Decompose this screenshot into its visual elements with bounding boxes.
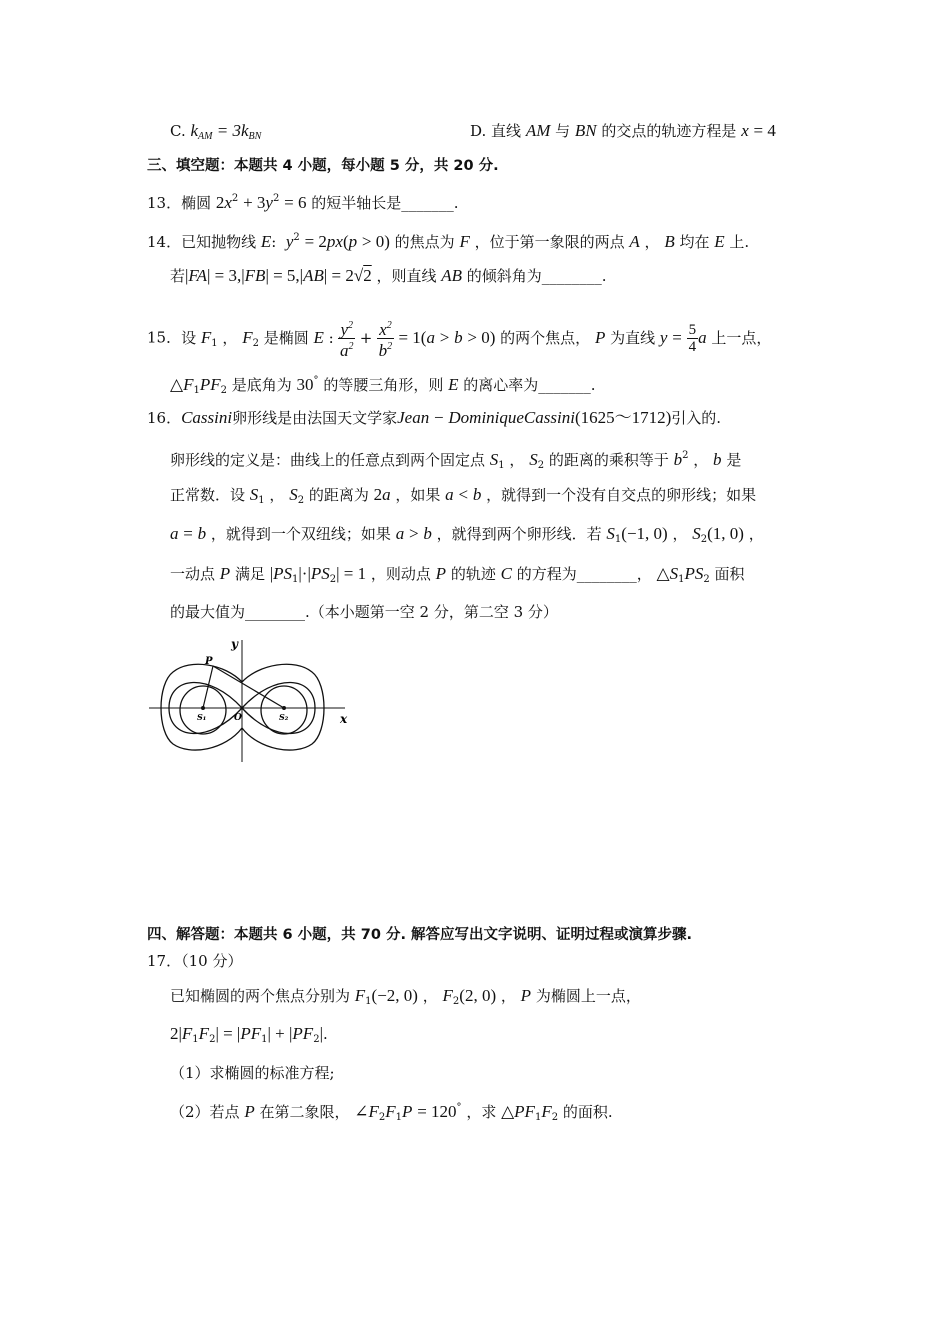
- question-14-line-2: [170, 265, 607, 287]
- question-16-line-1: [147, 407, 721, 429]
- q17-points: （10 分）: [181, 952, 243, 970]
- section-4-header: 四、解答题：本题共 6 小题，共 70 分. 解答应写出文字说明、证明过程或演算步骤.: [147, 927, 693, 943]
- question-16-line-3: [170, 484, 756, 512]
- q16-number: 16．: [147, 409, 182, 427]
- q16-line3: 正常数．设 $S_1$ ， $S_2$ 的距离为 2a ，如果 a < b ，就得到一个没有自交点的卵形线；如果: [170, 485, 757, 506]
- q14-number: 14．: [147, 233, 182, 251]
- option-c: [170, 120, 261, 148]
- cassini-oval-figure: [145, 632, 360, 767]
- question-14-line-1: [147, 227, 749, 253]
- option-d-label: D.: [470, 122, 487, 140]
- question-15-line-2: [170, 370, 596, 402]
- option-c-label: C.: [170, 122, 186, 140]
- option-d-text: 直线 AM 与 BN 的交点的轨迹方程是 x = 4: [491, 121, 776, 140]
- q13-number: 13．: [147, 194, 182, 212]
- q14-line1: 已知抛物线 E: $y^2 = 2px(p > 0)$ 的焦点为 F ，位于第一象限的两点 A ， B 均在 E 上.: [181, 232, 750, 251]
- point-s2: [282, 706, 286, 710]
- question-16-line-4: [170, 523, 764, 551]
- section-3-header: 三、填空题：本题共 4 小题，每小题 5 分，共 20 分.: [147, 158, 499, 174]
- question-17-heading: [147, 950, 242, 972]
- q17-number: 17．: [147, 952, 182, 970]
- q17-line2: $2|F_1F_2| = |PF_1| + |PF_2|$.: [170, 1024, 328, 1045]
- q14-line2: 若|FA| = 3,|FB| = 5,|AB| = 2√2 ，则直线 AB 的倾斜角为________.: [170, 266, 607, 285]
- q15-line2: $\triangle F_1PF_2$ 是底角为 30° 的等腰三角形，则 E 的离心率为_______.: [170, 375, 596, 396]
- question-17-part-2: [170, 1097, 613, 1129]
- q13-text: 椭圆 $2x^2 + 3y^2 = 6$ 的短半轴长是_______.: [181, 193, 459, 212]
- q17-line1: 已知椭圆的两个焦点分别为 $F_1(-2$, 0) ， $F_2(2$, 0) ， P 为椭圆上一点，: [170, 986, 641, 1007]
- y-axis-label: y: [231, 637, 238, 651]
- question-15-line-1: [147, 318, 771, 359]
- question-13: [147, 188, 459, 214]
- q15-line1: 设 $F_1$ ， $F_2$ 是椭圆 E : $\frac{y^2}{a^2}$ + $\frac{x^2}{b^2}$ = 1(a > b > 0) 的两个焦点， P 为直线 y = $\frac{5}{4}$ a 上一点，: [181, 320, 772, 360]
- option-d: [470, 120, 776, 142]
- option-c-math: $k_{AM} = 3k_{BN}$: [190, 121, 262, 142]
- s1-label: S₁: [197, 712, 207, 722]
- point-p-label: P: [205, 656, 213, 667]
- point-s1: [201, 706, 205, 710]
- q17-part2: （2）若点 P 在第二象限， $\angle F_2F_1P = 120^\circ$ ，求 $\triangle PF_1F_2$ 的面积.: [170, 1102, 613, 1123]
- x-axis-label: x: [340, 712, 348, 726]
- q16-line2: 卵形线的定义是：曲线上的任意点到两个固定点 $S_1$ ， $S_2$ 的距离的乘积等于 $b^2$ ， b 是: [170, 450, 742, 471]
- question-17-line-2: [170, 1023, 328, 1051]
- q16-line1: Cassini卵形线是由法国天文学家Jean − DominiqueCassini(1625～1712)引入的.: [181, 408, 722, 427]
- question-17-part-1: （1）求椭圆的标准方程;: [170, 1064, 335, 1082]
- question-16-line-2: [170, 445, 741, 477]
- s2-label: S₂: [279, 712, 289, 722]
- q15-number: 15．: [147, 328, 182, 347]
- question-17-line-1: [170, 985, 641, 1013]
- question-16-line-5: [170, 563, 745, 591]
- q16-line5: 一动点 P 满足 $|PS_1|\cdot|PS_2| = 1$ ，则动点 P 的轨迹 C 的方程为________， $\triangle S_1PS_2$ 面积: [170, 564, 745, 585]
- question-16-line-6: 的最大值为________.（本小题第一空 2 分，第二空 3 分）: [170, 603, 558, 621]
- origin-label: O: [234, 713, 242, 723]
- q16-line4: a = b ，就得到一个双纽线；如果 a > b ，就得到两个卵形线．若 $S_1(-1$, 0) ， $S_2(1$, 0) ，: [170, 524, 764, 545]
